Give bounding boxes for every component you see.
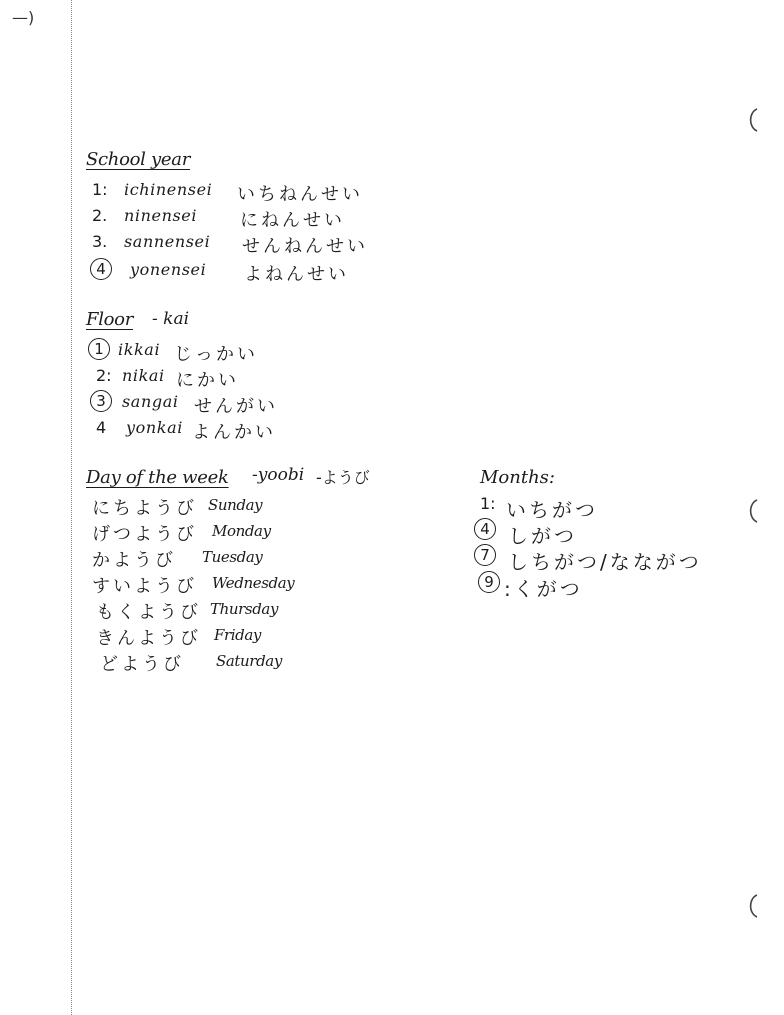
item-number: 4 (96, 418, 107, 437)
days-suffix-romaji: -yoobi (252, 465, 305, 485)
kana-text: しがつ (508, 524, 577, 548)
kana-text: :くがつ (504, 577, 583, 601)
item-number: 3. (92, 232, 108, 251)
kana-text: かようび (92, 550, 176, 571)
kana-text: しちがつ/なながつ (508, 550, 702, 574)
romaji-text: ikkai (118, 340, 161, 359)
english-text: Monday (212, 522, 271, 540)
romaji-text: yonkai (126, 418, 183, 437)
romaji-text: sangai (122, 392, 179, 411)
circled-number: 4 (474, 518, 496, 540)
circled-number: 9 (478, 571, 500, 593)
corner-mark: —) (12, 8, 35, 27)
circled-number: 1 (88, 338, 110, 360)
kana-text: せんがい (194, 396, 278, 417)
english-text: Saturday (216, 652, 282, 670)
kana-text: よんかい (192, 422, 276, 443)
romaji-text: nikai (122, 366, 165, 385)
kana-text: きんようび (96, 628, 201, 649)
romaji-text: ichinensei (124, 180, 213, 199)
binder-hole-mark (745, 893, 759, 919)
kana-text: にかい (176, 370, 239, 391)
school-year-heading: School year (86, 149, 191, 170)
kana-text: いちねんせい (237, 184, 363, 205)
margin-line (71, 0, 72, 1015)
circled-number: 4 (90, 258, 112, 280)
circled-number: 7 (474, 544, 496, 566)
kana-text: すいようび (92, 576, 197, 597)
english-text: Thursday (210, 600, 279, 618)
romaji-text: ninensei (124, 206, 198, 225)
kana-text: げつようび (92, 524, 197, 545)
romaji-text: yonensei (130, 260, 207, 279)
floor-suffix: - kai (152, 309, 190, 329)
binder-hole-mark (745, 498, 759, 524)
kana-text: じっかい (174, 344, 258, 365)
item-number: 2. (92, 206, 108, 225)
kana-text: にねんせい (240, 210, 345, 231)
romaji-text: sannensei (124, 232, 211, 251)
circled-number: 3 (90, 390, 112, 412)
english-text: Wednesday (212, 574, 295, 592)
item-number: 1: (92, 180, 108, 199)
kana-text: せんねんせい (242, 236, 368, 257)
kana-text: よねんせい (244, 264, 349, 285)
item-number: 1: (480, 494, 496, 513)
days-suffix-kana: -ようび (316, 468, 370, 487)
binder-hole-mark (745, 107, 759, 133)
kana-text: にちようび (92, 498, 197, 519)
floor-heading: Floor (86, 309, 134, 330)
english-text: Friday (214, 626, 261, 644)
kana-text: もくようび (96, 602, 201, 623)
months-heading: Months: (480, 467, 555, 488)
kana-text: どようび (100, 654, 184, 675)
english-text: Sunday (208, 496, 263, 514)
item-number: 2: (96, 366, 112, 385)
english-text: Tuesday (202, 548, 263, 566)
kana-text: いちがつ (506, 498, 598, 522)
days-heading: Day of the week (86, 467, 229, 488)
